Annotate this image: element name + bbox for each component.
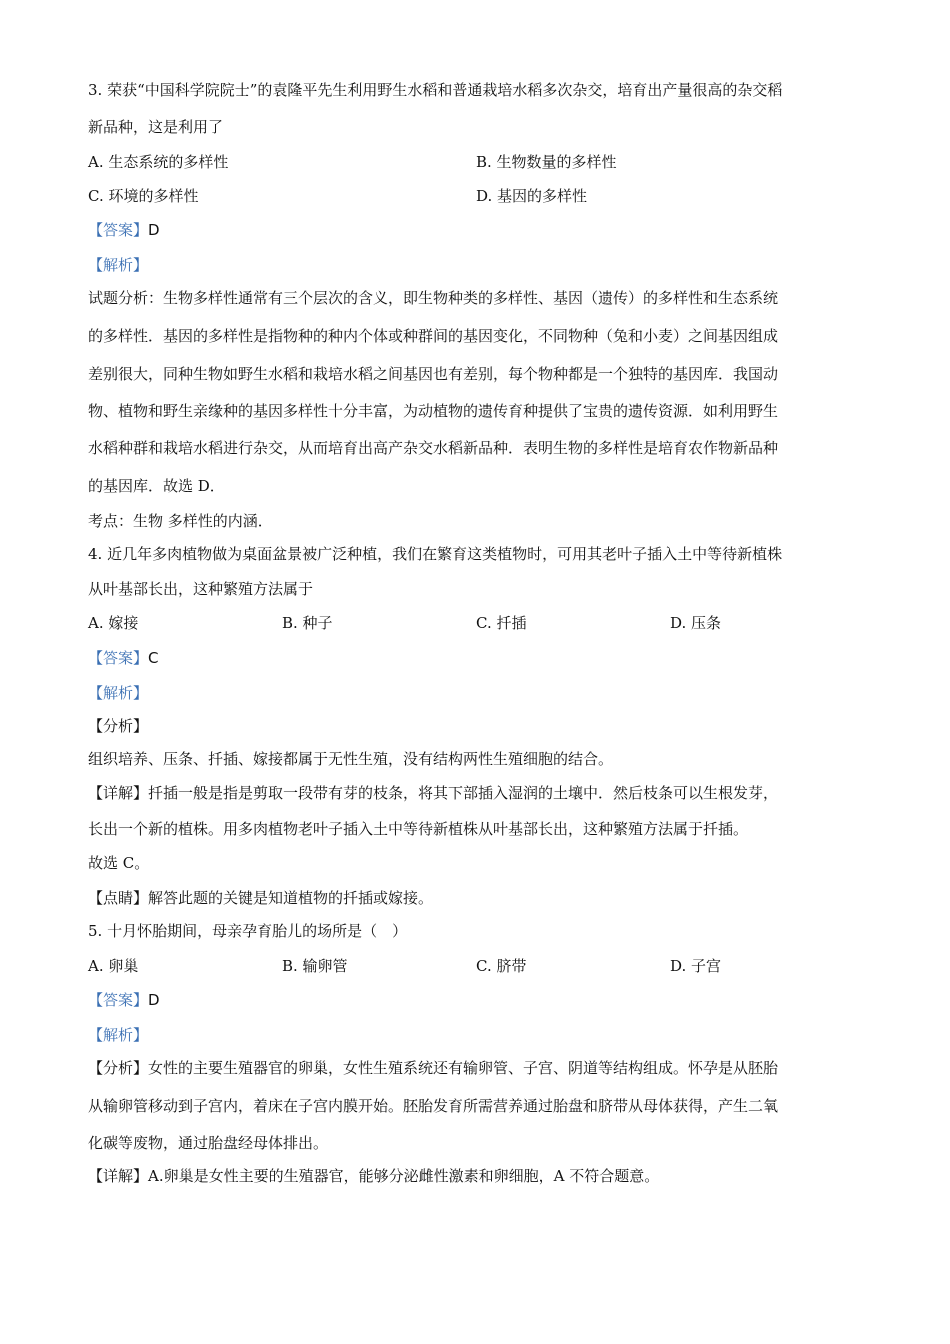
q5-fenxi-line-1: 【分析】女性的主要生殖器官的卵巢，女性生殖系统还有输卵管、子宫、阴道等结构组成。怀孕是从胚胎: [88, 1059, 779, 1077]
q3-analysis-line-3: 差别很大，同种生物如野生水稻和栽培水稻之间基因也有差别，每个物种都是一个独特的基因库．我国动: [88, 365, 779, 383]
q4-fenxi: 组织培养、压条、扦插、嫁接都属于无性生殖，没有结构两性生殖细胞的结合。: [88, 750, 614, 768]
q3-kaodian: 考点：生物 多样性的内涵．: [88, 512, 273, 530]
q4-detail-line-1: 【详解】扦插一般是指是剪取一段带有芽的枝条，将其下部插入湿润的土壤中．然后枝条可以生根发芽，: [88, 784, 779, 802]
q3-stem-line-1: 3. 荣获“中国科学院院士”的袁隆平先生利用野生水稻和普通栽培水稻多次杂交，培育出产量很高的杂交稻: [88, 81, 783, 99]
q3-option-b: B. 生物数量的多样性: [476, 153, 617, 171]
q3-analysis-line-2: 的多样性．基因的多样性是指物种的种内个体或种群间的基因变化，不同物种（兔和小麦）之间基因组成: [88, 327, 779, 345]
q3-stem-line-2: 新品种，这是利用了: [88, 118, 224, 136]
q3-option-a: A. 生态系统的多样性: [88, 153, 229, 171]
q4-dianjing: 【点睛】解答此题的关键是知道植物的扦插或嫁接。: [88, 889, 434, 907]
q5-option-b: B. 输卵管: [282, 957, 348, 975]
q5-fenxi-line-3: 化碳等废物，通过胎盘经母体排出。: [88, 1134, 329, 1152]
q4-option-a: A. 嫁接: [88, 614, 139, 632]
answer-tag: 【答案】: [88, 991, 149, 1009]
q4-stem-line-2: 从叶基部长出，这种繁殖方法属于: [88, 580, 314, 598]
q4-fenxi-tag: 【分析】: [88, 717, 149, 735]
q4-option-b: B. 种子: [282, 614, 333, 632]
q3-analysis-line-6: 的基因库．故选 D．: [88, 477, 225, 495]
answer-tag: 【答案】: [88, 221, 149, 239]
answer-value: C: [148, 649, 159, 667]
q4-option-d: D. 压条: [670, 614, 722, 632]
q5-analysis-tag: 【解析】: [88, 1026, 149, 1044]
answer-value: D: [148, 991, 160, 1009]
q3-analysis-line-1: 试题分析：生物多样性通常有三个层次的含义，即生物种类的多样性、基因（遗传）的多样性和生态系统: [88, 289, 779, 307]
q5-option-c: C. 脐带: [476, 957, 527, 975]
q5-option-a: A. 卵巢: [88, 957, 139, 975]
q3-analysis-tag: 【解析】: [88, 256, 149, 274]
q3-analysis-line-5: 水稻种群和栽培水稻进行杂交，从而培育出高产杂交水稻新品种．表明生物的多样性是培育农作物新品种: [88, 439, 779, 457]
q4-detail-line-2: 长出一个新的植株。用多肉植物老叶子插入土中等待新植株从叶基部长出，这种繁殖方法属于扦插。: [88, 820, 749, 838]
q5-stem: 5. 十月怀胎期间，母亲孕育胎儿的场所是（ ）: [88, 922, 408, 940]
q4-detail-line-3: 故选 C。: [88, 854, 150, 872]
q3-option-c: C. 环境的多样性: [88, 187, 199, 205]
q3-answer: [88, 220, 160, 240]
q5-fenxi-line-2: 从输卵管移动到子宫内，着床在子宫内膜开始。胚胎发育所需营养通过胎盘和脐带从母体获得，产生二氧: [88, 1097, 779, 1115]
q4-option-c: C. 扦插: [476, 614, 527, 632]
answer-tag: 【答案】: [88, 649, 149, 667]
q5-detail: 【详解】A.卵巢是女性主要的生殖器官，能够分泌雌性激素和卵细胞，A 不符合题意。: [88, 1167, 660, 1185]
q5-answer: [88, 990, 160, 1010]
q4-answer: [88, 648, 159, 668]
q3-option-d: D. 基因的多样性: [476, 187, 588, 205]
q3-analysis-line-4: 物、植物和野生亲缘种的基因多样性十分丰富，为动植物的遗传育种提供了宝贵的遗传资源．如利用野生: [88, 402, 779, 420]
q4-stem-line-1: 4. 近几年多肉植物做为桌面盆景被广泛种植，我们在繁育这类植物时，可用其老叶子插入土中等待新植株: [88, 545, 783, 563]
q4-analysis-tag: 【解析】: [88, 684, 149, 702]
answer-value: D: [148, 221, 160, 239]
q5-option-d: D. 子宫: [670, 957, 722, 975]
